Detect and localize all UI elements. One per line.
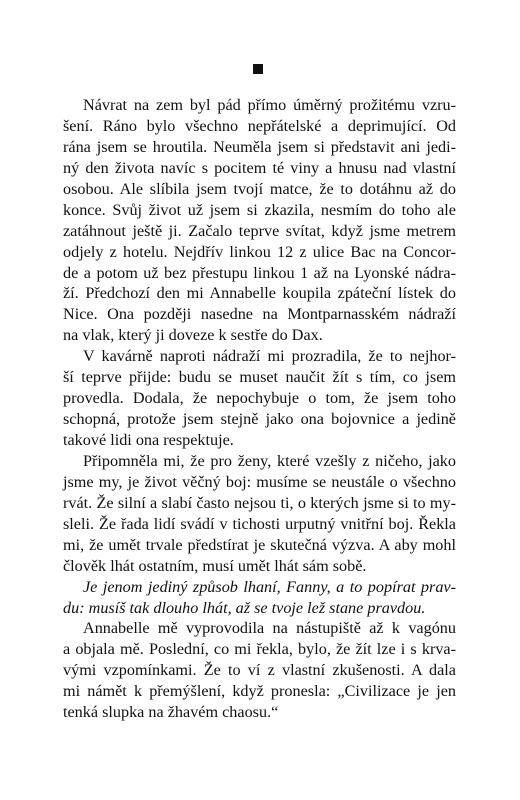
text-line: Připomněla mi, že pro ženy, které vzešly z ničeho, jako bbox=[83, 451, 456, 470]
text-line: rána jsem se hroutila. Neuměla jsem si představit ani jedi- bbox=[63, 137, 456, 156]
text-line: Nice. Ona později nasedne na Montparnasském nádraží bbox=[63, 305, 456, 324]
text-line: ží. Předchozí den mi Annabelle koupila zpáteční lístek do bbox=[63, 284, 456, 303]
text-line: osobou. Ale slíbila jsem tvojí matce, že to dotáhnu až do bbox=[63, 179, 456, 198]
text-line: V kavárně naproti nádraží mi prozradila, že to nejhor- bbox=[83, 347, 456, 366]
text-line: vými vzpomínkami. Že to ví z vlastní zkušenosti. A dala bbox=[63, 661, 456, 680]
text-line: de a potom už bez přestupu linkou 1 až na Lyonské nádra- bbox=[63, 263, 456, 282]
text-line: konce. Svůj život už jsem si zkazila, nesmím do toho ale bbox=[63, 200, 456, 219]
text-line: takové lidi ona respektuje. bbox=[63, 431, 234, 449]
text-line: člověk lhát ostatním, musí umět lhát sám sobě. bbox=[63, 556, 367, 575]
text-line: du: musíš tak dlouho lhát, až se tvoje lež stane pravdou. bbox=[63, 598, 426, 617]
section-break-mark bbox=[253, 64, 263, 74]
text-line: odjely z hotelu. Nejdřív linkou 12 z ulice Bac na Concor- bbox=[63, 242, 456, 261]
text-line: provedla. Dodala, že nepochybuje o tom, že jsem toho bbox=[63, 389, 456, 408]
body-text bbox=[63, 95, 456, 723]
text-line: schopná, protože jsem stejně jako ona bojovnice a jedině bbox=[63, 410, 456, 429]
text-line: Návrat na zem byl pád přímo úměrný prožitému vzru- bbox=[83, 96, 456, 114]
text-line: ný den života navíc s pocitem té viny a hnusu nad vlastní bbox=[63, 158, 456, 177]
text-line: na vlak, který ji doveze k sestře do Dax. bbox=[63, 326, 323, 345]
text-line: jsme my, je život věčný boj: musíme se neustále o všechno bbox=[63, 472, 456, 491]
text-line: rvát. Že silní a slabí často nejsou ti, o kterých jsme si to my- bbox=[63, 493, 456, 512]
text-line: Annabelle mě vyprovodila na nástupiště až k vagónu bbox=[83, 619, 456, 638]
text-line: sleli. Že řada lidí svádí v tichosti urputný vnitřní boj. Řekla bbox=[63, 514, 456, 533]
text-line: Je jenom jediný způsob lhaní, Fanny, a to popírat prav- bbox=[83, 577, 456, 596]
text-line: ší teprve přijde: budu se muset naučit žít s tím, co jsem bbox=[63, 368, 456, 387]
text-line: zatáhnout ještě ji. Začalo teprve svítat, když jsme metrem bbox=[63, 221, 456, 240]
text-line: mi, že umět trvale předstírat je skutečná výzva. A aby mohl bbox=[63, 535, 456, 554]
text-line: mi námět k přemýšlení, když pronesla: „Civilizace je jen bbox=[63, 682, 456, 701]
text-line: šení. Ráno bylo všechno nepřátelské a deprimující. Od bbox=[63, 116, 456, 135]
text-line: a objala mě. Poslední, co mi řekla, bylo, že žít lze i s krva- bbox=[63, 640, 456, 659]
text-line: tenká slupka na žhavém chaosu.“ bbox=[63, 703, 279, 722]
